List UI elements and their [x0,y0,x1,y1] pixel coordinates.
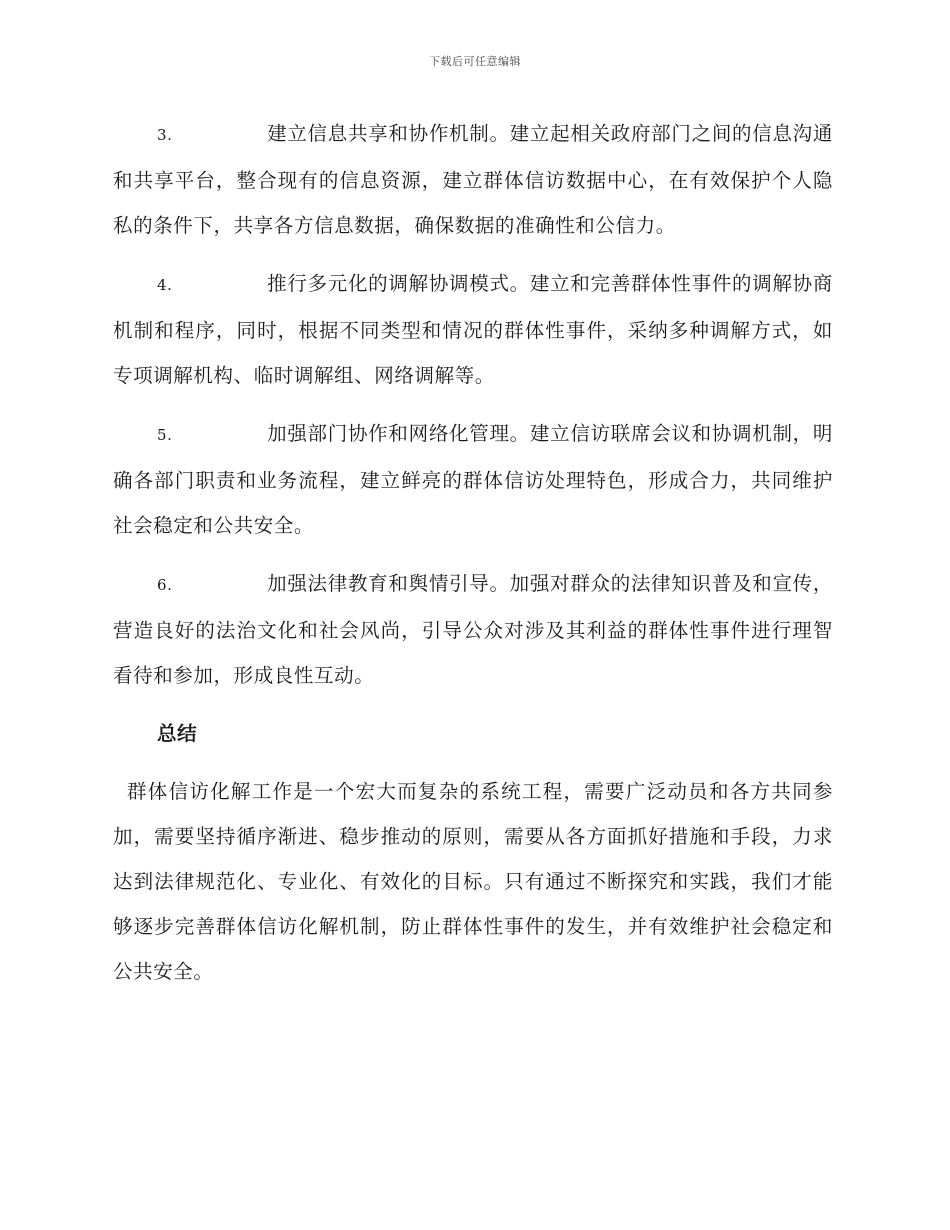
list-item-number: 5. [157,426,173,444]
list-item [113,561,833,698]
summary-heading: 总结 [157,722,198,745]
list-item [113,411,833,548]
list-item-text: 建立信息共享和协作机制。建立起相关政府部门之间的信息沟通和共享平台，整合现有的信息资源，建立群体信访数据中心，在有效保护个人隐私的条件下，共享各方信息数据，确保数据的准确性和公信力。 [113,122,833,237]
document-body [113,111,833,1007]
list-item [113,261,833,398]
list-item-text: 推行多元化的调解协调模式。建立和完善群体性事件的调解协商机制和程序，同时，根据不同类型和情况的群体性事件，采纳多种调解方式，如专项调解机构、临时调解组、网络调解等。 [113,272,833,387]
list-item-number: 3. [157,126,173,144]
summary-paragraph: 群体信访化解工作是一个宏大而复杂的系统工程，需要广泛动员和各方共同参加，需要坚持循序渐进、稳步推动的原则，需要从各方面抓好措施和手段，力求达到法律规范化、专业化、有效化的目标。只有通过不断探究和实践，我们才能够逐步完善群体信访化解机制，防止群体性事件的发生，并有效维护社会稳定和公共安全。 [113,780,833,983]
list-item-text: 加强法律教育和舆情引导。加强对群众的法律知识普及和宣传，营造良好的法治文化和社会风尚，引导公众对涉及其利益的群体性事件进行理智看待和参加，形成良性互动。 [113,572,833,687]
page-header: 下载后可任意编辑 [429,55,521,68]
list-item-text: 加强部门协作和网络化管理。建立信访联席会议和协调机制，明确各部门职责和业务流程，建立鲜亮的群体信访处理特色，形成合力，共同维护社会稳定和公共安全。 [113,422,833,537]
list-item [113,111,833,248]
list-item-number: 4. [157,276,173,294]
list-item-number: 6. [157,576,173,594]
